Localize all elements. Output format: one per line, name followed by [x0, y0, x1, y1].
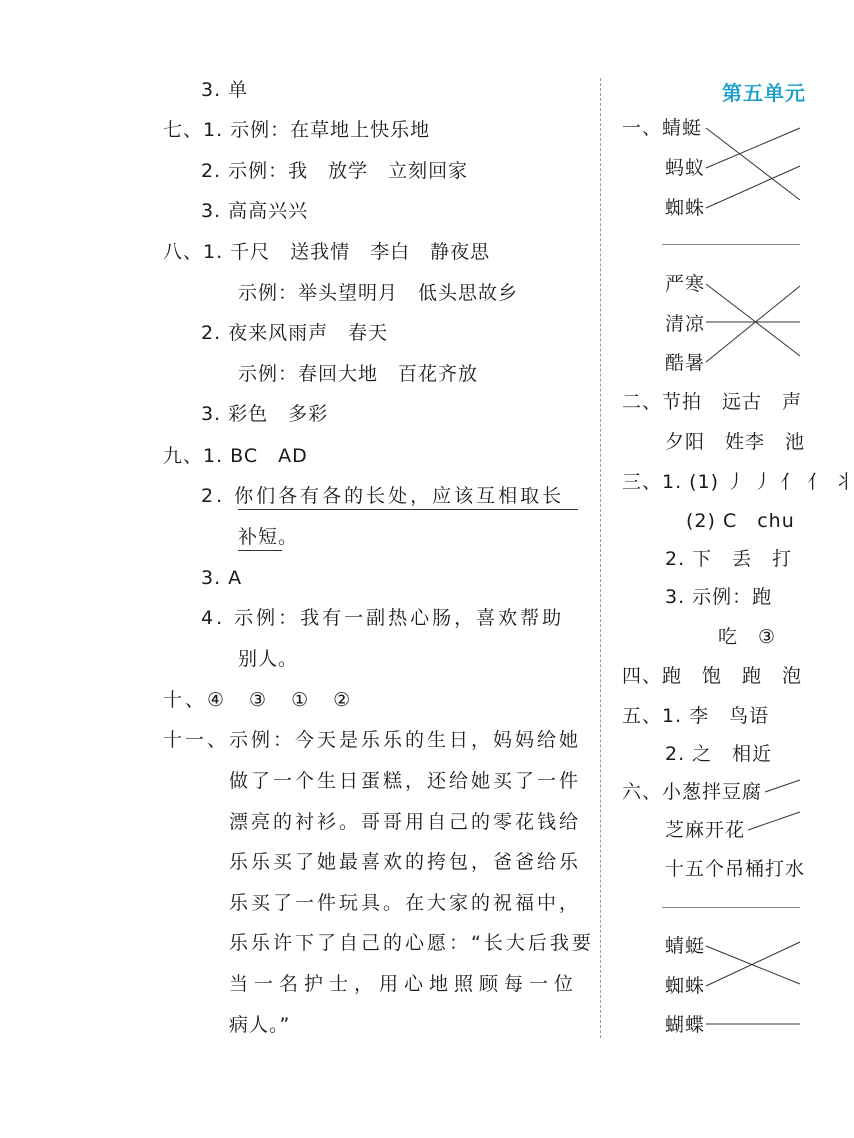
answer-line: 三、1. (1) 丿 丿 亻 亻 丬	[622, 471, 854, 493]
answer-line: 2. 示例：我 放学 立刻回家	[201, 160, 469, 182]
answer-line: 示例：举头望明月 低头思故乡	[238, 282, 519, 304]
answer-line: 乐乐许下了自己的心愿：“长大后我要	[229, 932, 594, 954]
answer-line: 十、④ ③ ① ②	[163, 689, 354, 711]
answer-line: 酷暑	[665, 352, 706, 374]
answer-line: 3. 高高兴兴	[201, 200, 309, 222]
answer-line: 2. 夜来风雨声 春天	[201, 322, 389, 344]
answer-line: (2) C chu	[686, 510, 795, 532]
answer-line: 蜻蜓	[665, 935, 706, 957]
answer-line: 清凉	[665, 313, 706, 335]
answer-line: 2. 之 相近	[665, 743, 773, 765]
match-line	[706, 942, 800, 986]
match-line	[706, 286, 800, 362]
answer-line: 乐买了一件玩具。在大家的祝福中，	[229, 892, 582, 914]
answer-line: 七、1. 示例：在草地上快乐地	[163, 119, 431, 141]
answer-line: 病人。”	[229, 1014, 291, 1036]
answer-line: 一、蜻蜓	[622, 117, 703, 139]
answer-line: 蝴蝶	[665, 1014, 706, 1036]
answer-line: 六、小葱拌豆腐	[622, 781, 763, 803]
match-line	[706, 128, 800, 200]
answer-line: 2. 你们各有各的长处，应该互相取长	[201, 485, 565, 507]
answer-line: 乐乐买了她最喜欢的挎包，爸爸给乐	[229, 851, 582, 873]
answer-line: 八、1. 千尺 送我情 李白 静夜思	[163, 241, 491, 263]
answer-line: 3. 单	[201, 79, 249, 101]
match-line	[748, 812, 800, 830]
answer-line: 吃 ③	[718, 626, 777, 648]
answer-line: 蜘蛛	[665, 197, 706, 219]
answer-line: 3. 彩色 多彩	[201, 403, 329, 425]
match-line	[706, 166, 800, 208]
answer-line: 十五个吊桶打水	[665, 858, 806, 880]
answer-line: 补短。	[238, 526, 299, 548]
match-line	[706, 128, 800, 168]
answer-line: 做了一个生日蛋糕，还给她买了一件	[229, 770, 582, 792]
answer-line: 十一、示例：今天是乐乐的生日，妈妈给她	[163, 729, 582, 751]
answer-line: 4. 示例：我有一副热心肠，喜欢帮助	[201, 607, 565, 629]
answer-line: 二、节拍 远古 声	[622, 391, 803, 413]
answer-line: 蚂蚁	[665, 157, 706, 179]
answer-line: 示例：春回大地 百花齐放	[238, 363, 479, 385]
answer-line: 夕阳 姓李 池	[665, 431, 806, 453]
match-line	[706, 946, 800, 984]
answer-line: 漂亮的衬衫。哥哥用自己的零花钱给	[229, 811, 582, 833]
match-line	[706, 284, 800, 356]
answer-line: 蜘蛛	[665, 975, 706, 997]
answer-line: 芝麻开花	[665, 819, 746, 841]
answer-line: 四、跑 饱 跑 泡	[622, 665, 803, 687]
match-line	[765, 780, 800, 792]
answer-line: 3. 示例：跑	[665, 586, 773, 608]
answer-line: 九、1. BC AD	[163, 445, 308, 467]
answer-line: 当一名护士，用心地照顾每一位	[229, 973, 580, 995]
answer-line: 五、1. 李 鸟语	[622, 705, 770, 727]
answer-line: 别人。	[238, 648, 299, 670]
answer-line: 2. 下 丢 打	[665, 548, 793, 570]
answer-line: 严寒	[665, 273, 706, 295]
section-title: 第五单元	[722, 81, 806, 105]
answer-line: 3. A	[201, 567, 243, 589]
